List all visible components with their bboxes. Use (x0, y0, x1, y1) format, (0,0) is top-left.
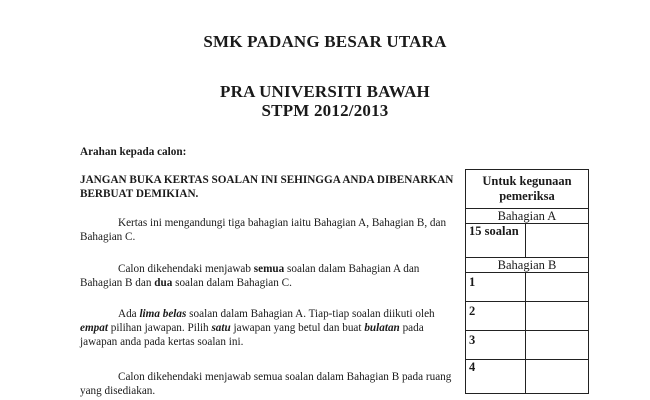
p3-text-g: jawapan yang betul dan buat (230, 322, 365, 334)
section-b-question-number: 3 (466, 331, 526, 360)
instructions-warning: JANGAN BUKA KERTAS SOALAN INI SEHINGGA ANDA DIBENARKAN BERBUAT DEMIKIAN. (80, 174, 454, 200)
instruction-paragraph-4: Calon dikehendaki menjawab semua soalan dalam Bahagian B pada ruang yang disediakan. (80, 371, 452, 397)
section-b-score-cell (526, 273, 589, 302)
section-b-label: Bahagian B (466, 258, 589, 273)
school-name: SMK PADANG BESAR UTARA (203, 32, 447, 51)
instruction-paragraph-1: Kertas ini mengandungi tiga bahagian iaitu Bahagian A, Bahagian B, dan Bahagian C. (80, 217, 447, 243)
section-a-score-cell (526, 224, 589, 258)
instruction-paragraph-2 (80, 262, 455, 290)
p2-text-c: soalan dalam Bahagian A dan Bahagian B dan (80, 263, 420, 289)
examiner-use-table (465, 169, 589, 394)
section-b-score-cell (526, 331, 589, 360)
p2-emphasis-dua: dua (154, 277, 173, 289)
section-a-label: Bahagian A (466, 209, 589, 224)
p3-text-e: pilihan jawapan. Pilih (107, 322, 212, 334)
p3-emphasis-empat: empat (80, 322, 108, 334)
section-b-score-cell (526, 302, 589, 331)
exam-title: PRA UNIVERSITI BAWAH (220, 82, 430, 101)
p3-text-i: pada jawapan anda pada kertas soalan ini. (80, 322, 424, 348)
p3-text-a: Ada (118, 308, 140, 320)
p3-emphasis-bulatan: bulatan (364, 322, 400, 334)
p3-emphasis-lima-belas: lima belas (139, 308, 187, 320)
p3-text-c: soalan dalam Bahagian A. Tiap-tiap soalan diikuti oleh (186, 308, 435, 320)
instruction-paragraph-3 (80, 307, 455, 349)
p3-emphasis-satu: satu (211, 322, 231, 334)
p2-text-a: Calon dikehendaki menjawab (118, 263, 254, 275)
instructions-heading: Arahan kepada calon: (80, 146, 187, 158)
section-b-question-number: 2 (466, 302, 526, 331)
section-b-question-number: 1 (466, 273, 526, 302)
exam-session: STPM 2012/2013 (261, 101, 389, 120)
section-b-question-number: 4 (466, 360, 526, 394)
section-b-score-cell (526, 360, 589, 394)
p2-emphasis-semua: semua (253, 263, 285, 275)
examiner-table-header: Untuk kegunaan pemeriksa (466, 170, 589, 209)
section-a-question-count: 15 soalan (466, 224, 526, 258)
p2-text-e: soalan dalam Bahagian C. (172, 277, 292, 289)
